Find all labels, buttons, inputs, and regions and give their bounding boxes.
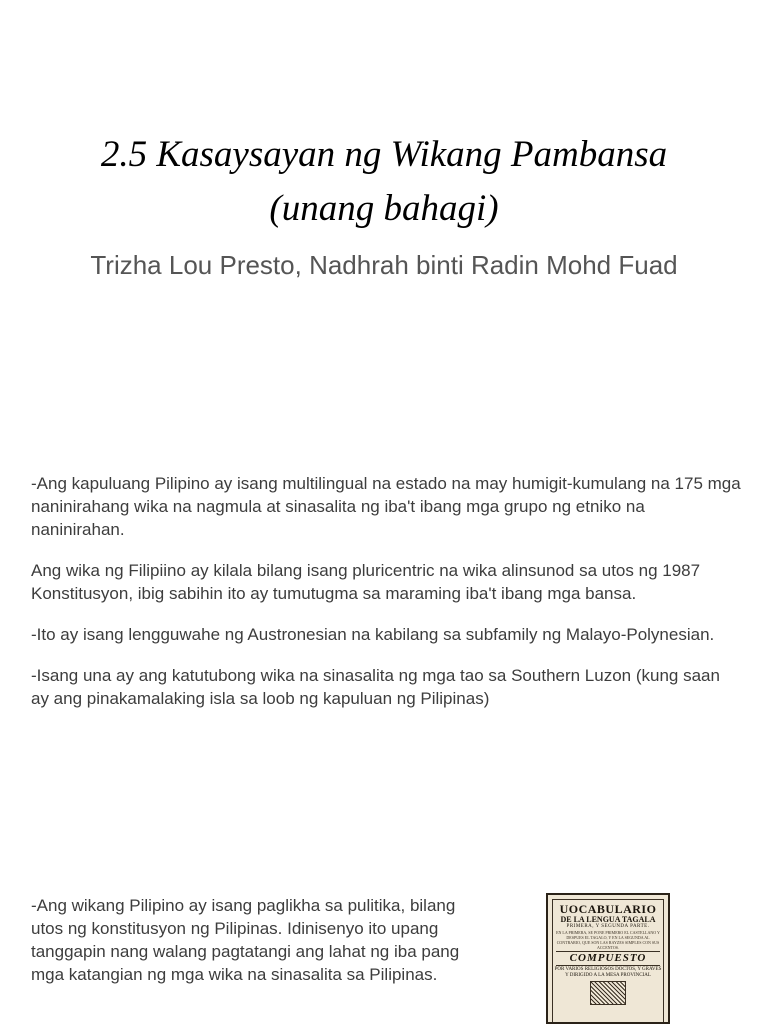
book-dedication-line: Y DIRIGIDO A LA MESA PROVINCIAL <box>565 973 651 978</box>
slide-title <box>0 128 768 236</box>
title-line-1: 2.5 Kasaysayan ng Wikang Pambansa <box>100 134 668 175</box>
paragraph-1: -Ang kapuluang Pilipino ay isang multilingual na estado na may humigit-kumulang na 175 mga naninirahang wika na nagmula at sinasalita ng iba't ibang mga grupo ng etniko na naninirahan. <box>31 474 741 539</box>
book-compuesto: COMPUESTO <box>556 951 660 966</box>
book-parts: PRIMERA, Y SEGUNDA PARTE. <box>566 924 650 929</box>
authors-subtitle: Trizha Lou Presto, Nadhrah binti Radin Mohd Fuad <box>90 250 678 280</box>
lower-body-text <box>31 894 471 986</box>
vocabulario-book-cover-image <box>546 893 670 1024</box>
book-cover-frame <box>552 899 664 1022</box>
book-emblem-icon <box>590 981 626 1005</box>
main-body-text <box>31 472 741 728</box>
lower-paragraph: -Ang wikang Pilipino ay isang paglikha sa pulitika, bilang utos ng konstitusyon ng Pilipinas. Idinisenyo ito upang tanggapin nang walang pagtatangi ang lahat ng iba pang mga katangian ng mga wika na sinasalita sa Pilipinas. <box>31 896 460 984</box>
book-subtitle: DE LA LENGUA TAGALA <box>560 915 656 924</box>
book-title: UOCABULARIO <box>559 902 657 916</box>
book-description: EN LA PRIMERA, SE PONE PRIMERO EL CASTELLANO Y DESPUES EL TAGALO, Y EN LA SEGUNDA AL CONTRARIO, QUE SON LAS RAYZES SIMPLES CON SUS ACCENTOS. <box>556 930 660 950</box>
title-line-2: (unang bahagi) <box>269 188 499 229</box>
book-authors-line: POR VARIOS RELIGIOSOS DOCTOS, Y GRAVES <box>554 967 662 972</box>
paragraph-2: Ang wika ng Filipiino ay kilala bilang isang pluricentric na wika alinsunod sa utos ng 1987 Konstitusyon, ibig sabihin ito ay tumutugma sa maraming iba't ibang mga bansa. <box>31 561 701 603</box>
paragraph-4: -Isang una ay ang katutubong wika na sinasalita ng mga tao sa Southern Luzon (kung saan ay ang pinakamalaking isla sa loob ng kapuluan ng Pilipinas) <box>31 666 720 708</box>
paragraph-3: -Ito ay isang lengguwahe ng Austronesian na kabilang sa subfamily ng Malayo-Polynesian. <box>31 625 715 644</box>
